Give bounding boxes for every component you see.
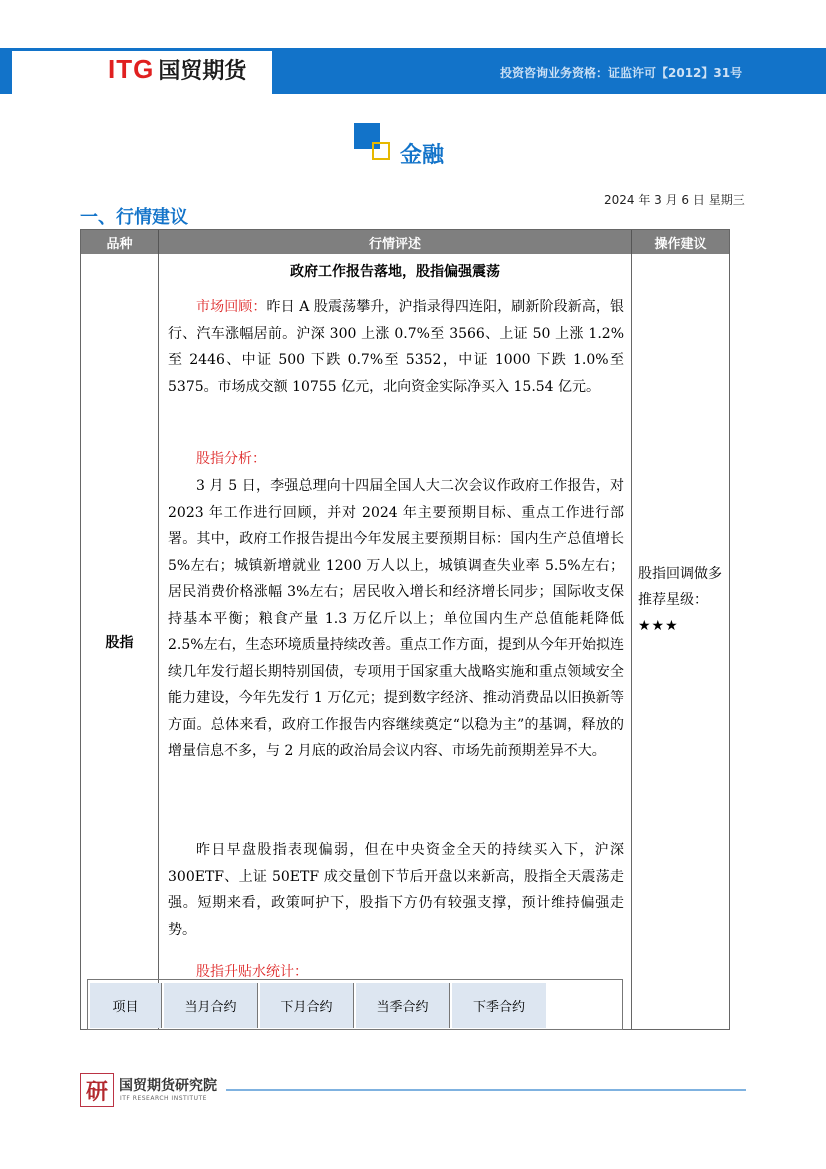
header-ops: 操作建议 [632,230,729,254]
ops-cell [638,561,728,639]
footer-institute-sub: ITF RESEARCH INSTITUTE [120,1095,207,1102]
footer-divider [226,1089,746,1091]
research-logo-icon: 研 [80,1073,114,1107]
logo-cn: 国贸期货 [158,58,247,84]
header-review: 行情评述 [159,230,632,254]
market-review-paragraph [168,294,624,400]
stats-header-next-quarter: 下季合约 [452,983,546,1028]
stats-header-next-month: 下月合约 [260,983,354,1028]
company-logo [108,54,246,84]
review-cell [159,254,631,1029]
market-review-label: 市场回顾： [196,299,267,315]
footer-institute-name: 国贸期货研究院 [119,1078,217,1094]
premium-stats-table [87,979,623,1030]
license-text: 投资咨询业务资格：证监许可【2012】31号 [500,66,743,80]
ops-recommendation: 股指回调做多 [638,566,722,582]
analysis-paragraph-1: 3 月 5 日，李强总理向十四届全国人大二次会议作政府工作报告，对 2023 年工作进行回顾，并对 2024 年主要预期目标、重点工作进行部署。其中，政府工作报告提出今年发展主要预期目标：国内生产总值增长 5%左右；城镇新增就业 1200 万人以上，城镇调查失业率 5.5%左右；居民消费价格涨幅 3%左右；居民收入增长和经济增长同步；国际收支保持基本平衡；粮食产量 1.3 万亿斤以上；单位国内生产总值能耗降低 2.5%左右，生态环境质量持续改善。重点工作方面，提到从今年开始拟连续几年发行超长期特别国债，专项用于国家重大战略实施和重点领域安全能力建设，今年先发行 1 万亿元；提到数字经济、推动消费品以旧换新等方面。总体来看，政府工作报告内容继续奠定“以稳为主”的基调，释放的增量信息不多，与 2 月底的政治局会议内容、市场先前预期差异不大。 [168,478,624,759]
stats-label: 股指升贴水统计： [196,964,308,980]
logo-itg: ITG [108,53,155,84]
section-square-icon [354,123,390,159]
stats-header-current-quarter: 当季合约 [356,983,450,1028]
stats-header-current-month: 当月合约 [164,983,258,1028]
market-table [80,229,730,1030]
stats-header-item: 项目 [90,983,162,1028]
header-left-accent [0,48,12,94]
report-date: 2024 年 3 月 6 日 星期三 [604,193,745,207]
section-heading: 一、行情建议 [80,207,188,228]
header-variety: 品种 [81,230,159,254]
rating-stars-icon: ★★★ [638,618,679,634]
analysis-paragraph-2: 昨日早盘股指表现偏弱，但在中央资金全天的持续买入下，沪深 300ETF、上证 50ETF 成交量创下节后开盘以来新高，股指全天震荡走强。短期来看，政策呵护下，股指下方仍有较强支撑，预计维持偏强走势。 [168,842,624,938]
ops-rating-label: 推荐星级： [638,592,708,608]
column-divider [631,254,632,1029]
section-title: 金融 [400,143,445,168]
analysis-label: 股指分析： [196,451,266,467]
variety-cell: 股指 [105,634,134,651]
content-title: 政府工作报告落地，股指偏强震荡 [290,264,500,280]
market-review-text: 昨日 A 股震荡攀升，沪指录得四连阳，刷新阶段新高，银行、汽车涨幅居前。沪深 300 上涨 0.7%至 3566、上证 50 上涨 1.2%至 2446、中证 500 下跌 0.7%至 5352，中证 1000 下跌 1.0%至 5375。市场成交额 10755 亿元，北向资金实际净买入 15.54 亿元。 [168,299,624,395]
